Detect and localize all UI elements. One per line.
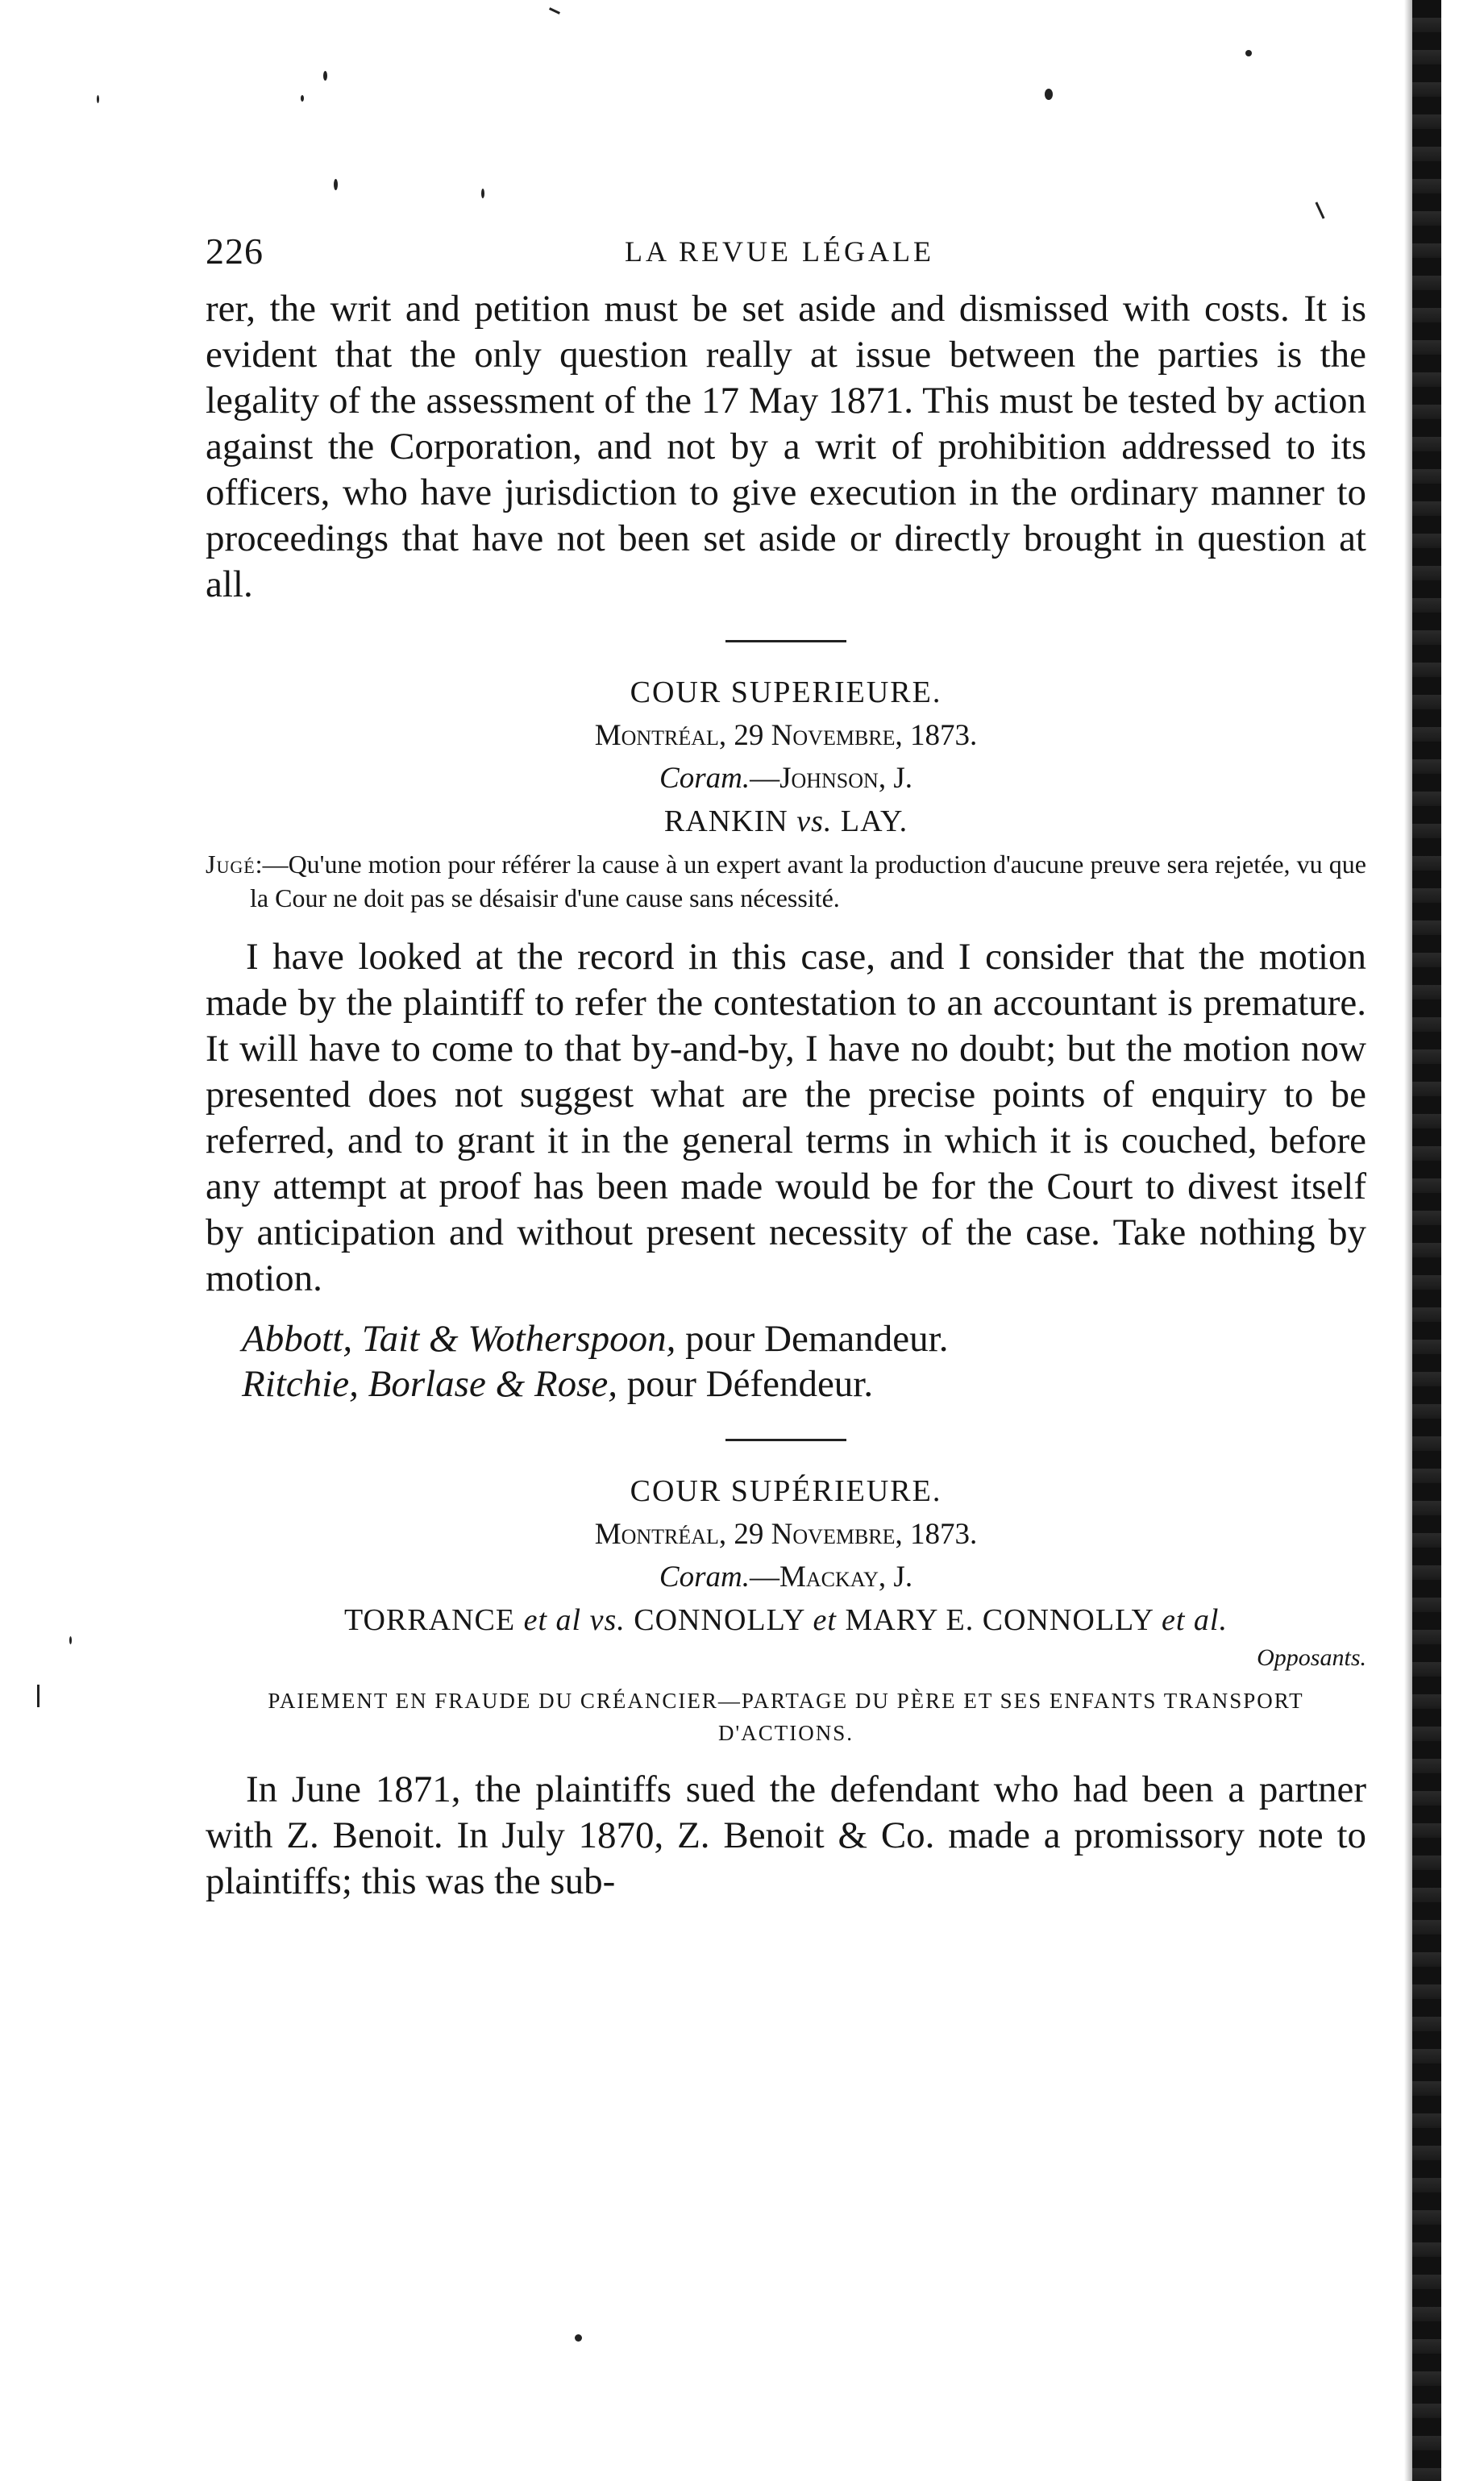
counsel-plaintiff-role: pour Demandeur. xyxy=(675,1318,949,1360)
running-title: LA REVUE LÉGALE xyxy=(625,235,934,268)
counsel-defendant-names: Ritchie, Borlase & Rose, xyxy=(242,1363,617,1405)
versus: vs. xyxy=(796,804,833,838)
plaintiff-name: TORRANCE xyxy=(344,1603,516,1637)
counsel-plaintiff-names: Abbott, Tait & Wotherspoon, xyxy=(242,1318,676,1360)
case-parties xyxy=(206,1602,1366,1638)
section-divider xyxy=(725,1439,846,1441)
coram-judge: —Johnson, J. xyxy=(750,762,912,795)
scan-speck xyxy=(1315,202,1324,218)
coram-line xyxy=(206,1560,1366,1594)
coram-judge: —Mackay, J. xyxy=(749,1560,913,1594)
subject-headnote: PAIEMENT EN FRAUDE DU CRÉANCIER—PARTAGE DU PÈRE ET SES ENFANTS TRANSPORT D'ACTIONS. xyxy=(268,1689,1304,1745)
defendant-name: CONNOLLY xyxy=(625,1603,813,1637)
scan-speck xyxy=(323,71,327,81)
scan-speck xyxy=(1245,50,1252,56)
section-divider xyxy=(725,640,846,642)
counsel-plaintiff xyxy=(242,1316,1366,1361)
scan-speck xyxy=(1045,89,1053,100)
place-date: Montréal, 29 Novembre, 1873. xyxy=(594,719,978,752)
scan-speck xyxy=(69,1636,72,1644)
place-date: Montréal, 29 Novembre, 1873. xyxy=(594,1518,978,1551)
plaintiff-name: RANKIN xyxy=(663,804,788,838)
counsel-defendant xyxy=(242,1361,1366,1407)
coram-label: Coram. xyxy=(659,1560,750,1594)
book-page xyxy=(206,230,1366,1905)
opposant-name: MARY E. CONNOLLY xyxy=(836,1603,1162,1637)
scan-speck xyxy=(575,2334,582,2342)
case-torrance-vs-connolly xyxy=(206,1473,1366,1905)
et: et xyxy=(813,1603,837,1637)
opinion-paragraph: In June 1871, the plaintiffs sued the defendant who had been a partner with Z. Benoit. In July 1870, Z. Benoit & Co. made a promissory note to plaintiffs; this was the sub- xyxy=(206,1768,1366,1902)
court-heading: COUR SUPÉRIEURE. xyxy=(630,1474,942,1508)
defendant-name: LAY. xyxy=(840,804,908,838)
opinion-paragraph: I have looked at the record in this case, and I consider that the motion made by the plaintiff to refer the contestation to an accountant is premature. It will have to come to that by-and-by, I have no doubt; but the motion now presented does not suggest what are the precise points of enquiry to be referred, and to grant it in the general terms in which it is couched, before any attempt at proof has been made would be for the Court to divest itself by anticipation and without present necessity of the case. Take nothing by motion. xyxy=(206,936,1366,1299)
headnote xyxy=(206,847,1366,915)
opposants-label: Opposants. xyxy=(1257,1644,1366,1671)
headnote-text: :—Qu'une motion pour référer la cause à un expert avant la production d'aucune preuve sera rejetée, vu que la Cour ne doit pas se désaisir d'une cause sans nécessité. xyxy=(250,850,1366,912)
court-heading: COUR SUPERIEURE. xyxy=(630,675,942,709)
et-al: et al xyxy=(515,1603,590,1637)
scan-speck xyxy=(481,189,484,198)
coram-label: Coram. xyxy=(659,762,750,795)
opening-paragraph: rer, the writ and petition must be set aside and dismissed with costs. It is evident that the only question really at issue between the parties is the legality of the assessment of the 17 May 1871. This must be tested by action against the Corporation, and not by a writ of prohibition addressed to its officers, who have jurisdiction to give execution in the ordinary manner to proceedings that have not been set aside or directly brought in question at all. xyxy=(206,288,1366,605)
scan-speck xyxy=(334,179,338,190)
scan-speck xyxy=(37,1685,39,1707)
et-al: et al. xyxy=(1161,1603,1228,1637)
coram-line xyxy=(206,761,1366,796)
scan-speck xyxy=(97,95,99,103)
scan-speck xyxy=(301,95,304,102)
versus: vs. xyxy=(589,1603,626,1637)
case-rankin-vs-lay xyxy=(206,675,1366,1407)
page-number: 226 xyxy=(206,231,264,272)
case-parties xyxy=(206,804,1366,839)
juge-label: Jugé xyxy=(206,850,256,879)
scan-speck xyxy=(549,7,560,15)
page-binding-edge xyxy=(1412,0,1441,2481)
page-header xyxy=(206,230,1366,286)
counsel-defendant-role: pour Défendeur. xyxy=(617,1363,874,1405)
